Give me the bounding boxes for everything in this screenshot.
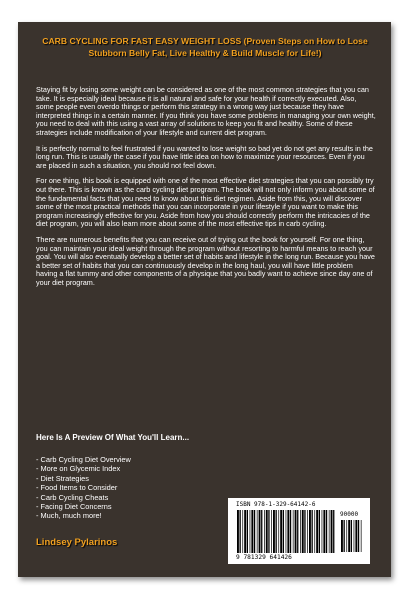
- back-cover: [18, 22, 391, 577]
- barcode-digits: 9 781329 641426: [236, 554, 292, 561]
- preview-heading: Here Is A Preview Of What You'll Learn...: [36, 433, 190, 442]
- description-text: [36, 86, 376, 294]
- list-item: - Carb Cycling Diet Overview: [36, 455, 131, 464]
- isbn-barcode: [228, 498, 370, 564]
- isbn-label: ISBN 978-1-329-64142-6: [236, 501, 316, 508]
- book-title: CARB CYCLING FOR FAST EASY WEIGHT LOSS (Proven Steps on How to Lose Stubborn Belly Fat, Live Healthy & Build Muscle for Life!): [42, 36, 368, 58]
- list-item: - Much, much more!: [36, 511, 102, 521]
- preview-list: [36, 455, 196, 521]
- description-paragraph: For one thing, this book is equipped with one of the most effective diet strategies that you can possibly try out there. This is known as the carb cycling diet program. The book will not only inform you about some of the fundamental facts that you need to know about this diet regimen. Aside from this, you will discover some of the most practical methods that you can incorporate in your lifestyle if you want to make this program increasingly effective for you. Aside from how you should correctly perform the intricacies of the diet program, you will also learn more about some of the most effective tips in carb cycling.: [36, 176, 375, 229]
- list-item: - Food Items to Consider: [36, 483, 118, 493]
- barcode-addon-icon: [340, 520, 364, 552]
- description-paragraph: Staying fit by losing some weight can be considered as one of the most common strategies that you can take. It is especially ideal because it is all natural and safe for your health if correctly executed. Also, some people even overdo things or perform this strategy in a wrong way just because they have interpreted things in a certain manner. If you think you have some problems in managing your own weight, you need to deal with this using a vast array of solutions to keep you fit and healthy. Some of these strategies include modification of your lifestyle and current diet program.: [36, 85, 376, 137]
- description-paragraph: There are numerous benefits that you can receive out of trying out the book for yourself. For one thing, you can maintain your ideal weight through the program without resorting to harmful means to reach your goal. You will also eventually develop a better set of habits and lifestyle in the long run. Because you have a better set of habits that you can continuously develop in the long haul, you will have little problem having a flat tummy and other components of a physique that you badly want to achieve since day one of your diet program.: [36, 234, 375, 287]
- barcode-addon: 90000: [340, 511, 359, 518]
- author-name: Lindsey Pylarinos: [36, 537, 118, 548]
- list-item: - Diet Strategies: [36, 473, 89, 483]
- barcode-icon: [236, 510, 336, 553]
- description-paragraph: It is perfectly normal to feel frustrated if you wanted to lose weight so bad yet do not get any results in the long run. This is usually the case if you have little idea on how to maximize your resources. Even if you are placed in such a situation, you should not feel down.: [36, 143, 373, 170]
- list-item: - Carb Cycling Cheats: [36, 492, 109, 502]
- list-item: - More on Glycemic Index: [36, 464, 121, 474]
- list-item: - Facing Diet Concerns: [36, 502, 112, 512]
